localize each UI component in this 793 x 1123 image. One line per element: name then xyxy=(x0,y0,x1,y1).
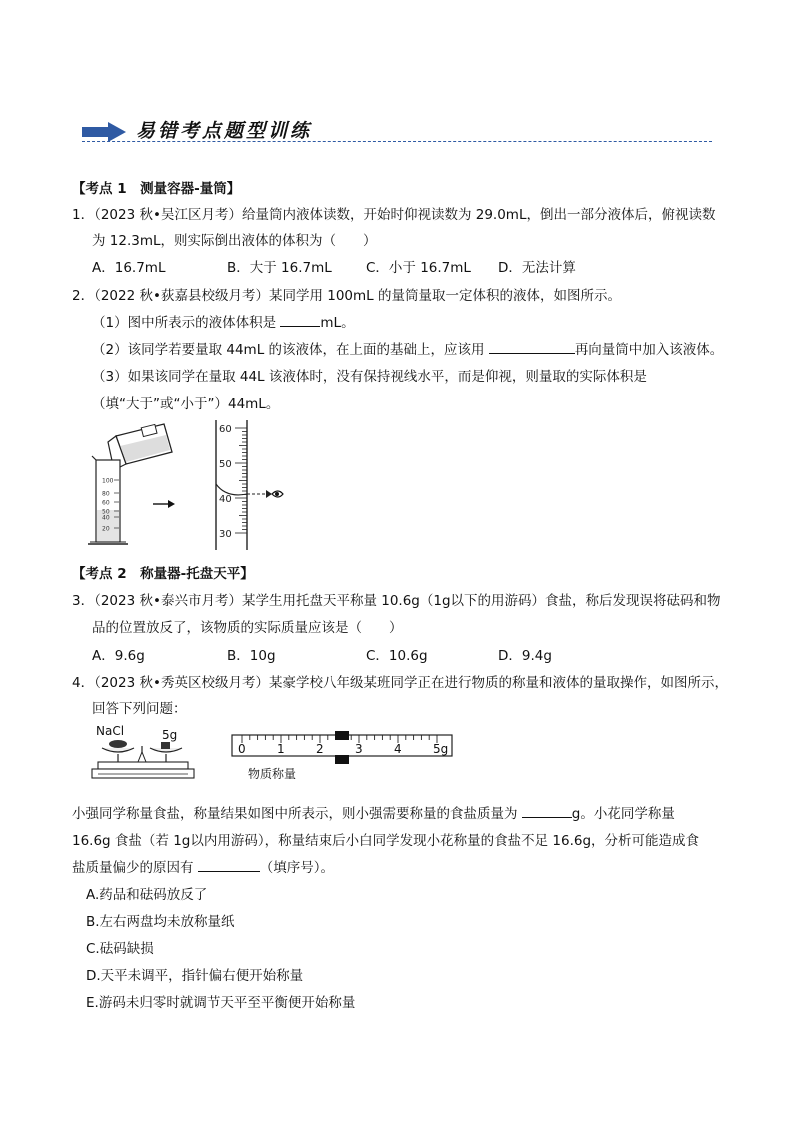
q3-option-a[interactable]: A．9.6g xyxy=(92,648,145,664)
q4-para3-text: 盐质量偏少的原因有 xyxy=(72,860,198,876)
rider-bottom xyxy=(335,755,349,764)
q2-part3-tail: （填“大于”或“小于”）44mL。 xyxy=(92,396,280,412)
banner-divider xyxy=(82,141,712,142)
q4-stem-2: 回答下列问题： xyxy=(92,701,187,717)
q2-number: 2． xyxy=(72,288,95,304)
ruler-caption: 物质称量 xyxy=(248,767,297,781)
q1-stem-1: （2023 秋•吴江区月考）给量筒内液体读数，开始时仰视读数为 29.0mL，倒出一部分液体后，俯视读数 xyxy=(94,207,716,223)
ruler-tick-label: 4 xyxy=(394,742,402,756)
q2-part1 xyxy=(92,311,355,331)
ruler-tick-label: 3 xyxy=(355,742,363,756)
q2-blank-2[interactable] xyxy=(489,339,575,354)
q3-option-d[interactable]: D．9.4g xyxy=(498,648,552,664)
q1-stem-2: 为 12.3mL，则实际倒出液体的体积为（ ） xyxy=(92,233,377,249)
q4-para1-text: 小强同学称量食盐，称量结果如图中所表示，则小强需要称量的食盐质量为 xyxy=(72,806,522,822)
q1-option-d[interactable]: D．无法计算 xyxy=(498,260,576,276)
arrow-right-icon xyxy=(82,122,126,142)
scale-tick-label: 30 xyxy=(219,529,232,540)
q4-blank-1[interactable] xyxy=(522,803,572,818)
cylinder-tick-label: 100 xyxy=(102,477,114,485)
q4-stem-1: （2023 秋•秀英区校级月考）某豪学校八年级某班同学正在进行物质的称量和液体的量取操作，如图所示， xyxy=(94,675,728,691)
q2-part2-tail: 再向量筒中加入该液体。 xyxy=(574,342,724,358)
q1-option-c[interactable]: C．小于 16.7mL xyxy=(366,260,471,276)
ruler-tick-label: 2 xyxy=(316,742,324,756)
q3-stem-2: 品的位置放反了，该物质的实际质量应该是（ ） xyxy=(92,620,403,636)
q2-part1-text: （1）图中所表示的液体体积是 xyxy=(92,315,281,331)
eye-icon xyxy=(272,491,283,497)
ruler-tick-label: 1 xyxy=(277,742,285,756)
ruler-tick-label: 5g xyxy=(433,742,449,756)
rider-ruler-figure xyxy=(228,730,456,782)
cylinder-pouring-figure xyxy=(86,418,296,553)
q4-option-b[interactable]: B.左右两盘均未放称量纸 xyxy=(86,914,235,930)
q1-line1 xyxy=(72,203,715,223)
balance-right-label: 5g xyxy=(162,728,178,742)
q4-para2: 16.6g 食盐（若 1g以内用游码），称量结束后小白同学发现小花称量的食盐不足 16.6g，分析可能造成食 xyxy=(72,833,700,849)
q3-line1 xyxy=(72,589,721,609)
q4-line1 xyxy=(72,671,728,691)
q3-number: 3． xyxy=(72,593,95,609)
q2-stem: （2022 秋•荻嘉县校级月考）某同学用 100mL 的量筒量取一定体积的液体，如图所示。 xyxy=(94,288,621,304)
scale-tick-label: 60 xyxy=(219,424,232,435)
q1-option-a[interactable]: A．16.7mL xyxy=(92,260,166,276)
cylinder-tick-label: 20 xyxy=(102,525,110,533)
banner-title: 易错考点题型训练 xyxy=(136,120,313,142)
q4-para1 xyxy=(72,802,675,822)
q2-blank-1[interactable] xyxy=(280,312,320,327)
q3-stem-1: （2023 秋•泰兴市月考）某学生用托盘天平称量 10.6g（1g以下的用游码）食盐，称后发现误将砝码和物 xyxy=(94,593,721,609)
magnified-scale xyxy=(216,420,274,550)
q2-part2-text: （2）该同学若要量取 44mL 的该液体，在上面的基础上，应该用 xyxy=(92,342,489,358)
arrow-right-icon xyxy=(153,500,175,508)
cylinder-tick-label: 80 xyxy=(102,490,110,498)
balance-left-label: NaCl xyxy=(96,724,125,738)
q2-line1 xyxy=(72,284,621,304)
scale-tick-label: 50 xyxy=(219,459,232,470)
q4-para3 xyxy=(72,856,334,876)
q4-option-a[interactable]: A.药品和砝码放反了 xyxy=(86,887,208,903)
q4-para3-tail: （填序号）。 xyxy=(259,860,335,876)
q4-blank-2[interactable] xyxy=(198,857,260,872)
q4-option-c[interactable]: C.砝码缺损 xyxy=(86,941,154,957)
q4-option-e[interactable]: E.游码未归零时就调节天平至平衡便开始称量 xyxy=(86,995,356,1011)
balance-scale-icon xyxy=(88,722,196,782)
ruler-tick-label: 0 xyxy=(238,742,246,756)
cylinder-tick-label: 50 xyxy=(102,508,110,516)
cylinder-tick-label: 60 xyxy=(102,499,110,507)
q2-part2 xyxy=(92,338,723,358)
section-banner xyxy=(82,114,712,148)
q2-part1-unit: mL。 xyxy=(320,315,355,331)
rider-top xyxy=(335,731,349,740)
q4-option-d[interactable]: D.天平未调平，指针偏右便开始称量 xyxy=(86,968,304,984)
q1-option-b[interactable]: B．大于 16.7mL xyxy=(227,260,332,276)
q4-number: 4． xyxy=(72,675,95,691)
q3-option-b[interactable]: B．10g xyxy=(227,648,276,664)
scale-tick-label: 40 xyxy=(219,494,232,505)
cylinder-tick-label: 40 xyxy=(102,514,110,522)
q3-option-c[interactable]: C．10.6g xyxy=(366,648,428,664)
section-2-label: 【考点 2 称量器-托盘天平】 xyxy=(72,566,254,582)
q2-part3: （3）如果该同学在量取 44L 该液体时，没有保持视线水平，而是仰视，则量取的实际体积是 xyxy=(92,369,647,385)
q4-para1-tail: g。小花同学称量 xyxy=(571,806,675,822)
section-1-label: 【考点 1 测量容器-量筒】 xyxy=(72,181,241,197)
q1-number: 1． xyxy=(72,207,95,223)
